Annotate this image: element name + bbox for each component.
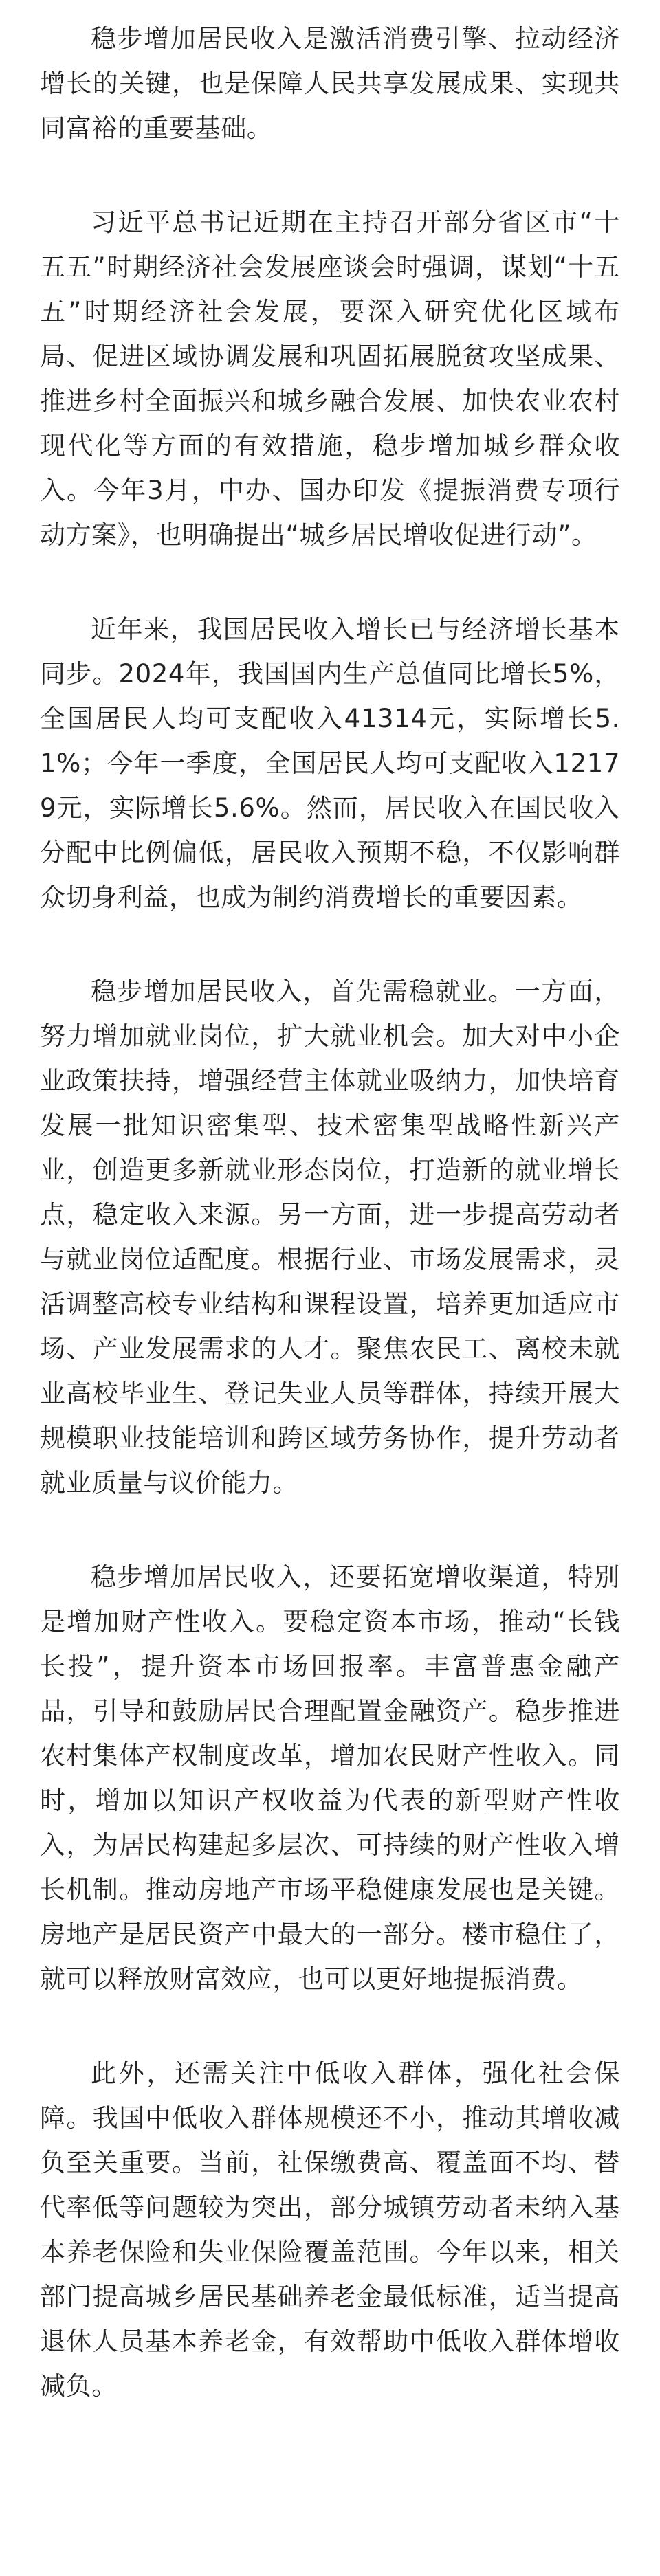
paragraph-employment: 稳步增加居民收入，首先需稳就业。一方面，努力增加就业岗位，扩大就业机会。加大对中小企业政策扶持，增强经营主体就业吸纳力，加快培育发展一批知识密集型、技术密集型战略性新兴产业，创造更多新就业形态岗位，打造新的就业增长点，稳定收入来源。另一方面，进一步提高劳动者与就业岗位适配度。根据行业、市场发展需求，灵活调整高校专业结构和课程设置，培养更加适应市场、产业发展需求的人才。聚焦农民工、离校未就业高校毕业生、登记失业人员等群体，持续开展大规模职业技能培训和跨区域劳务协作，提升劳动者就业质量与议价能力。 (40, 977, 620, 1498)
paragraph-policy: 习近平总书记近期在主持召开部分省区市“十五五”时期经济社会发展座谈会时强调，谋划“十五五”时期经济社会发展，要深入研究优化区域布局、促进区域协调发展和巩固拓展脱贫攻坚成果、推进乡村全面振兴和城乡融合发展、加快农业农村现代化等方面的有效措施，稳步增加城乡群众收入。今年3月，中办、国办印发《提振消费专项行动方案》，也明确提出“城乡居民增收促进行动”。 (40, 208, 620, 550)
paragraph-intro: 稳步增加居民收入是激活消费引擎、拉动经济增长的关键，也是保障人民共享发展成果、实现共同富裕的重要基础。 (40, 24, 620, 143)
paragraph-social-security: 此外，还需关注中低收入群体，强化社会保障。我国中低收入群体规模还不小，推动其增收减负至关重要。当前，社保缴费高、覆盖面不均、替代率低等问题较为突出，部分城镇劳动者未纳入基本养老保险和失业保险覆盖范围。今年以来，相关部门提高城乡居民基础养老金最低标准，适当提高退休人员基本养老金，有效帮助中低收入群体增收减负。 (40, 2058, 620, 2401)
paragraph-property-income: 稳步增加居民收入，还要拓宽增收渠道，特别是增加财产性收入。要稳定资本市场，推动“长钱长投”，提升资本市场回报率。丰富普惠金融产品，引导和鼓励居民合理配置金融资产。稳步推进农村集体产权制度改革，增加农民财产性收入。同时，增加以知识产权收益为代表的新型财产性收入，为居民构建起多层次、可持续的财产性收入增长机制。推动房地产市场平稳健康发展也是关键。房地产是居民资产中最大的一部分。楼市稳住了，就可以释放财富效应，也可以更好地提振消费。 (40, 1562, 620, 1994)
paragraph-income-data: 近年来，我国居民收入增长已与经济增长基本同步。2024年，我国国内生产总值同比增长5%，全国居民人均可支配收入41314元，实际增长5.1%；今年一季度，全国居民人均可支配收入12179元，实际增长5.6%。然而，居民收入在国民收入分配中比例偏低，居民收入预期不稳，不仅影响群众切身利益，也成为制约消费增长的重要因素。 (40, 614, 620, 912)
